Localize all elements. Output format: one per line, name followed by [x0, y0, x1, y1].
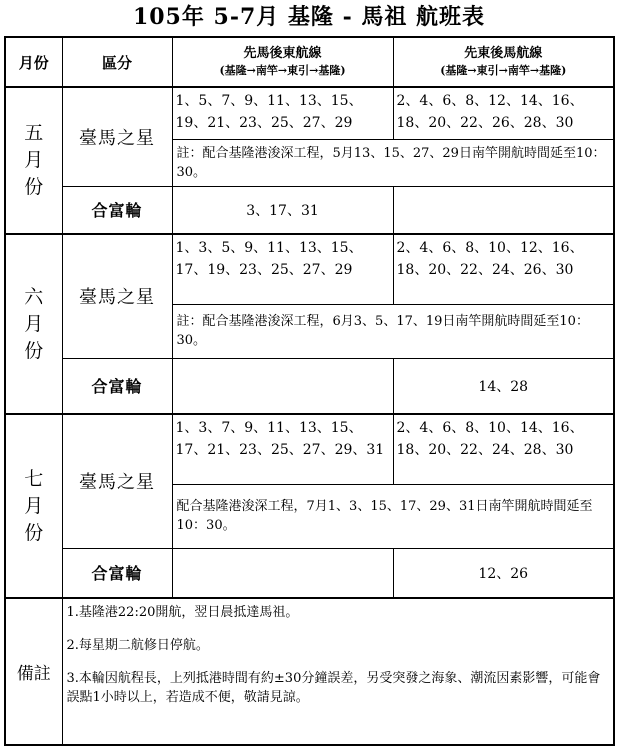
- month-cell-july: [5, 414, 62, 598]
- ship-name: 臺馬之星: [62, 87, 172, 186]
- note: 註：配合基隆港浚深工程，5月13、15、27、29日南竿開航時間延至10：30。: [172, 139, 614, 186]
- route-b-stops: (基隆→東引→南竿→基隆): [440, 64, 567, 77]
- ship-name: 臺馬之星: [62, 414, 172, 548]
- remarks-row: [5, 598, 614, 745]
- may-ship2-row: [5, 186, 614, 234]
- remarks-label: 備註: [5, 598, 62, 745]
- month-char: 月: [24, 494, 44, 517]
- june-ship2-row: [5, 358, 614, 414]
- month-char: 份: [24, 521, 44, 544]
- july-ship2-row: [5, 548, 614, 598]
- month-char: 份: [24, 339, 44, 362]
- month-char: 份: [24, 176, 44, 198]
- month-char: 月: [24, 149, 44, 171]
- dates-route-a: 1、5、7、9、11、13、15、19、21、23、25、27、29: [172, 87, 393, 139]
- dates-route-a: 1、3、5、9、11、13、15、17、19、23、25、27、29: [172, 234, 393, 304]
- header-month: 月份: [5, 37, 62, 87]
- schedule-table: [4, 36, 615, 746]
- dates-route-a: [172, 548, 393, 598]
- dates-route-b: 14、28: [393, 358, 614, 414]
- route-a-title: 先馬後東航線: [243, 46, 322, 61]
- route-a-stops: (基隆→南竿→東引→基隆): [219, 64, 346, 77]
- month-cell-june: [5, 234, 62, 414]
- dates-route-b: [393, 186, 614, 234]
- dates-route-b: 12、26: [393, 548, 614, 598]
- header-route-b: [393, 37, 614, 87]
- note: 配合基隆港浚深工程，7月1、3、15、17、29、31日南竿開航時間延至10：30。: [172, 484, 614, 548]
- remark-item: 2.每星期二航修日停航。: [66, 638, 209, 653]
- header-row: [5, 37, 614, 87]
- ship-name: 合富輪: [62, 358, 172, 414]
- route-b-title: 先東後馬航線: [464, 46, 543, 61]
- dates-route-a: 1、3、7、9、11、13、15、17、21、23、25、27、29、31: [172, 414, 393, 484]
- remark-item: 1.基隆港22:20開航，翌日晨抵達馬祖。: [66, 605, 299, 620]
- may-ship1-row: [5, 87, 614, 139]
- ship-name: 臺馬之星: [62, 234, 172, 358]
- dates-route-b: 2、4、6、8、10、12、16、18、20、22、24、26、30: [393, 234, 614, 304]
- month-char: 五: [24, 122, 44, 144]
- july-ship1-row: [5, 414, 614, 484]
- dates-route-a: 3、17、31: [172, 186, 393, 234]
- header-area: 區分: [62, 37, 172, 87]
- month-char: 月: [24, 312, 44, 335]
- ship-name: 合富輪: [62, 548, 172, 598]
- dates-route-b: 2、4、6、8、12、14、16、18、20、22、26、28、30: [393, 87, 614, 139]
- ship-name: 合富輪: [62, 186, 172, 234]
- note: 註：配合基隆港浚深工程，6月3、5、17、19日南竿開航時間延至10：30。: [172, 304, 614, 358]
- month-char: 七: [24, 467, 44, 490]
- dates-route-a: [172, 358, 393, 414]
- month-cell-may: [5, 87, 62, 234]
- june-ship1-row: [5, 234, 614, 304]
- header-route-a: [172, 37, 393, 87]
- remark-item: 3.本輪因航程長，上列抵港時間有約±30分鐘誤差，另受突發之海象、潮流因素影響，可能會誤點1小時以上，若造成不便，敬請見諒。: [66, 671, 601, 705]
- remarks-list: [62, 598, 614, 745]
- month-char: 六: [24, 285, 44, 308]
- dates-route-b: 2、4、6、8、10、14、16、18、20、22、24、28、30: [393, 414, 614, 484]
- page-title: 105年 5-7月 基隆 - 馬祖 航班表: [132, 4, 486, 30]
